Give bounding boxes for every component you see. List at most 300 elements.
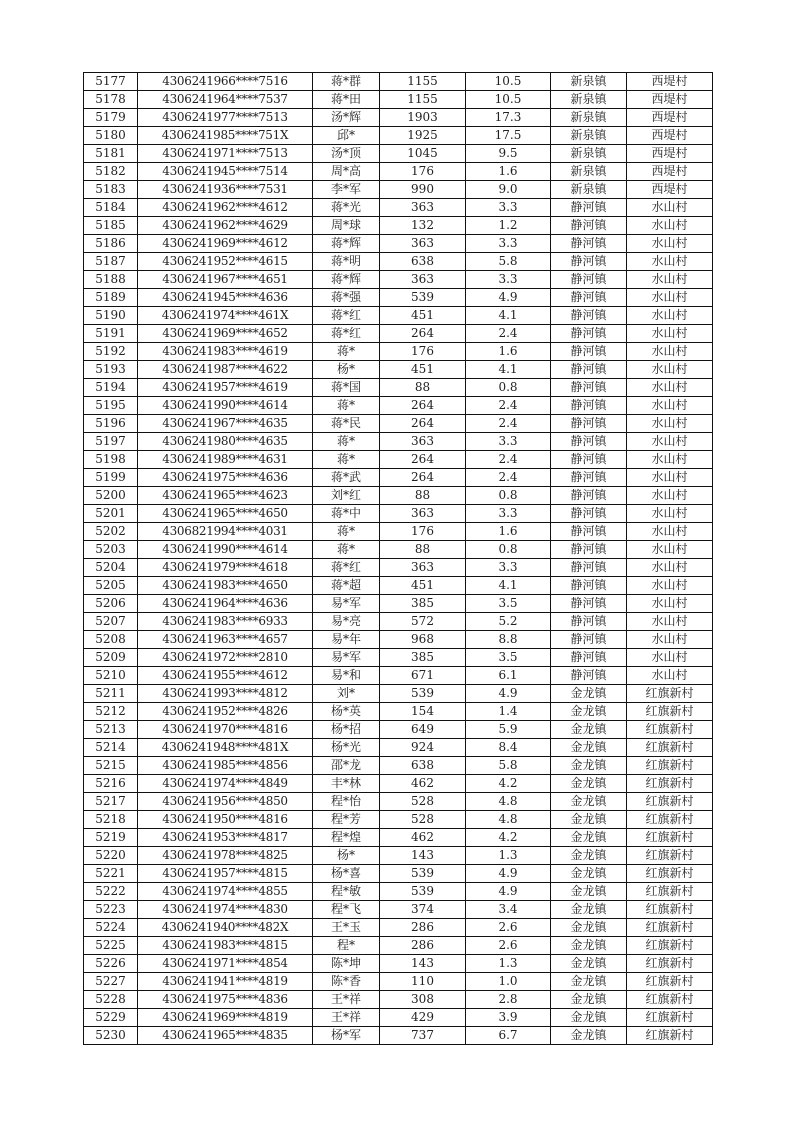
cell-id-number: 4306241950****4816 — [138, 811, 313, 829]
table-row — [84, 667, 713, 685]
cell-town: 金龙镇 — [551, 793, 627, 811]
cell-village: 水山村 — [627, 199, 713, 217]
cell-name: 程* — [313, 937, 380, 955]
table-row — [84, 469, 713, 487]
cell-area: 4.1 — [466, 307, 551, 325]
cell-name: 刘* — [313, 685, 380, 703]
cell-name: 蒋* — [313, 541, 380, 559]
cell-village: 西堤村 — [627, 145, 713, 163]
table-row — [84, 613, 713, 631]
cell-id-number: 4306241957****4619 — [138, 379, 313, 397]
cell-area: 3.3 — [466, 559, 551, 577]
cell-no: 5227 — [84, 973, 138, 991]
cell-town: 静河镇 — [551, 199, 627, 217]
cell-id-number: 4306241972****2810 — [138, 649, 313, 667]
cell-amount: 638 — [380, 757, 466, 775]
cell-no: 5193 — [84, 361, 138, 379]
cell-village: 西堤村 — [627, 181, 713, 199]
cell-town: 静河镇 — [551, 649, 627, 667]
cell-area: 1.3 — [466, 847, 551, 865]
cell-id-number: 4306241980****4635 — [138, 433, 313, 451]
cell-name: 蒋*红 — [313, 307, 380, 325]
cell-name: 蒋*民 — [313, 415, 380, 433]
cell-village: 水山村 — [627, 289, 713, 307]
cell-amount: 539 — [380, 865, 466, 883]
cell-amount: 737 — [380, 1027, 466, 1045]
cell-no: 5182 — [84, 163, 138, 181]
cell-name: 陈*香 — [313, 973, 380, 991]
cell-no: 5219 — [84, 829, 138, 847]
cell-id-number: 4306241964****4636 — [138, 595, 313, 613]
cell-area: 17.3 — [466, 109, 551, 127]
cell-town: 静河镇 — [551, 415, 627, 433]
cell-no: 5188 — [84, 271, 138, 289]
cell-village: 红旗新村 — [627, 919, 713, 937]
table-row — [84, 109, 713, 127]
cell-no: 5197 — [84, 433, 138, 451]
cell-name: 刘*红 — [313, 487, 380, 505]
cell-town: 新泉镇 — [551, 127, 627, 145]
cell-amount: 143 — [380, 955, 466, 973]
cell-village: 水山村 — [627, 325, 713, 343]
cell-area: 3.3 — [466, 433, 551, 451]
cell-no: 5225 — [84, 937, 138, 955]
cell-name: 蒋*明 — [313, 253, 380, 271]
cell-no: 5191 — [84, 325, 138, 343]
cell-village: 西堤村 — [627, 91, 713, 109]
cell-amount: 143 — [380, 847, 466, 865]
cell-town: 金龙镇 — [551, 973, 627, 991]
cell-name: 邱* — [313, 127, 380, 145]
cell-id-number: 4306241955****4612 — [138, 667, 313, 685]
cell-town: 金龙镇 — [551, 919, 627, 937]
table-row — [84, 289, 713, 307]
cell-village: 水山村 — [627, 577, 713, 595]
table-row — [84, 235, 713, 253]
cell-amount: 539 — [380, 685, 466, 703]
cell-name: 杨* — [313, 847, 380, 865]
cell-town: 静河镇 — [551, 487, 627, 505]
cell-no: 5214 — [84, 739, 138, 757]
cell-no: 5215 — [84, 757, 138, 775]
cell-name: 陈*坤 — [313, 955, 380, 973]
cell-area: 6.7 — [466, 1027, 551, 1045]
table-row — [84, 379, 713, 397]
cell-no: 5185 — [84, 217, 138, 235]
cell-area: 3.5 — [466, 649, 551, 667]
cell-amount: 88 — [380, 379, 466, 397]
cell-no: 5180 — [84, 127, 138, 145]
cell-amount: 572 — [380, 613, 466, 631]
cell-no: 5177 — [84, 73, 138, 91]
cell-amount: 1045 — [380, 145, 466, 163]
cell-name: 易*军 — [313, 649, 380, 667]
cell-no: 5181 — [84, 145, 138, 163]
cell-id-number: 4306241967****4651 — [138, 271, 313, 289]
cell-village: 红旗新村 — [627, 937, 713, 955]
cell-no: 5205 — [84, 577, 138, 595]
cell-amount: 924 — [380, 739, 466, 757]
cell-no: 5203 — [84, 541, 138, 559]
cell-amount: 88 — [380, 541, 466, 559]
cell-no: 5184 — [84, 199, 138, 217]
cell-village: 水山村 — [627, 595, 713, 613]
cell-area: 3.3 — [466, 271, 551, 289]
cell-no: 5186 — [84, 235, 138, 253]
table-row — [84, 433, 713, 451]
table-row — [84, 577, 713, 595]
cell-area: 2.4 — [466, 325, 551, 343]
cell-town: 静河镇 — [551, 613, 627, 631]
table-row — [84, 757, 713, 775]
cell-area: 4.1 — [466, 577, 551, 595]
cell-name: 丰*林 — [313, 775, 380, 793]
cell-village: 红旗新村 — [627, 865, 713, 883]
cell-no: 5212 — [84, 703, 138, 721]
cell-amount: 363 — [380, 559, 466, 577]
cell-no: 5200 — [84, 487, 138, 505]
cell-amount: 462 — [380, 775, 466, 793]
cell-village: 水山村 — [627, 505, 713, 523]
cell-no: 5196 — [84, 415, 138, 433]
cell-area: 1.6 — [466, 343, 551, 361]
cell-town: 新泉镇 — [551, 181, 627, 199]
cell-id-number: 4306241969****4652 — [138, 325, 313, 343]
cell-area: 4.8 — [466, 811, 551, 829]
cell-area: 0.8 — [466, 487, 551, 505]
cell-name: 蒋*武 — [313, 469, 380, 487]
cell-no: 5223 — [84, 901, 138, 919]
cell-id-number: 4306241979****4618 — [138, 559, 313, 577]
cell-town: 静河镇 — [551, 595, 627, 613]
table-row — [84, 811, 713, 829]
cell-amount: 671 — [380, 667, 466, 685]
cell-town: 金龙镇 — [551, 991, 627, 1009]
cell-village: 水山村 — [627, 271, 713, 289]
table-row — [84, 559, 713, 577]
cell-name: 蒋*强 — [313, 289, 380, 307]
cell-town: 静河镇 — [551, 523, 627, 541]
cell-area: 3.4 — [466, 901, 551, 919]
cell-id-number: 4306821994****4031 — [138, 523, 313, 541]
cell-id-number: 4306241945****7514 — [138, 163, 313, 181]
cell-name: 蒋*田 — [313, 91, 380, 109]
table-row — [84, 973, 713, 991]
cell-id-number: 4306241989****4631 — [138, 451, 313, 469]
cell-id-number: 4306241953****4817 — [138, 829, 313, 847]
cell-no: 5220 — [84, 847, 138, 865]
cell-town: 新泉镇 — [551, 163, 627, 181]
cell-amount: 176 — [380, 523, 466, 541]
table-row — [84, 847, 713, 865]
table-row — [84, 217, 713, 235]
table-row — [84, 145, 713, 163]
cell-village: 水山村 — [627, 397, 713, 415]
cell-town: 金龙镇 — [551, 739, 627, 757]
cell-village: 水山村 — [627, 307, 713, 325]
cell-amount: 649 — [380, 721, 466, 739]
cell-name: 汤*顶 — [313, 145, 380, 163]
table-row — [84, 541, 713, 559]
cell-amount: 154 — [380, 703, 466, 721]
cell-amount: 374 — [380, 901, 466, 919]
cell-id-number: 4306241971****7513 — [138, 145, 313, 163]
cell-village: 红旗新村 — [627, 1009, 713, 1027]
cell-area: 9.0 — [466, 181, 551, 199]
cell-village: 水山村 — [627, 379, 713, 397]
cell-area: 3.5 — [466, 595, 551, 613]
cell-id-number: 4306241962****4612 — [138, 199, 313, 217]
table-row — [84, 181, 713, 199]
cell-town: 金龙镇 — [551, 703, 627, 721]
table-row — [84, 487, 713, 505]
table-row — [84, 919, 713, 937]
cell-village: 红旗新村 — [627, 775, 713, 793]
cell-name: 蒋* — [313, 523, 380, 541]
cell-village: 水山村 — [627, 649, 713, 667]
cell-village: 红旗新村 — [627, 901, 713, 919]
cell-name: 蒋*超 — [313, 577, 380, 595]
table-row — [84, 127, 713, 145]
cell-amount: 451 — [380, 307, 466, 325]
table-row — [84, 451, 713, 469]
cell-town: 新泉镇 — [551, 145, 627, 163]
cell-name: 蒋* — [313, 451, 380, 469]
table-row — [84, 829, 713, 847]
cell-id-number: 4306241983****4650 — [138, 577, 313, 595]
table-row — [84, 937, 713, 955]
cell-id-number: 4306241957****4815 — [138, 865, 313, 883]
cell-area: 1.3 — [466, 955, 551, 973]
cell-name: 杨* — [313, 361, 380, 379]
cell-name: 王*玉 — [313, 919, 380, 937]
table-row — [84, 793, 713, 811]
cell-amount: 1155 — [380, 73, 466, 91]
cell-town: 静河镇 — [551, 343, 627, 361]
cell-village: 水山村 — [627, 541, 713, 559]
records-table — [83, 72, 713, 1045]
records-table-body — [84, 73, 713, 1045]
table-row — [84, 955, 713, 973]
cell-town: 静河镇 — [551, 541, 627, 559]
cell-area: 1.0 — [466, 973, 551, 991]
cell-name: 汤*辉 — [313, 109, 380, 127]
cell-no: 5222 — [84, 883, 138, 901]
cell-amount: 990 — [380, 181, 466, 199]
cell-name: 杨*光 — [313, 739, 380, 757]
cell-amount: 528 — [380, 793, 466, 811]
cell-amount: 429 — [380, 1009, 466, 1027]
cell-amount: 968 — [380, 631, 466, 649]
cell-village: 水山村 — [627, 343, 713, 361]
cell-town: 静河镇 — [551, 217, 627, 235]
cell-town: 金龙镇 — [551, 937, 627, 955]
cell-id-number: 4306241945****4636 — [138, 289, 313, 307]
cell-area: 1.2 — [466, 217, 551, 235]
cell-id-number: 4306241974****4830 — [138, 901, 313, 919]
cell-name: 蒋*群 — [313, 73, 380, 91]
cell-village: 红旗新村 — [627, 883, 713, 901]
cell-id-number: 4306241964****7537 — [138, 91, 313, 109]
cell-area: 17.5 — [466, 127, 551, 145]
cell-name: 王*祥 — [313, 991, 380, 1009]
cell-no: 5217 — [84, 793, 138, 811]
table-row — [84, 649, 713, 667]
table-row — [84, 415, 713, 433]
cell-town: 金龙镇 — [551, 775, 627, 793]
cell-town: 金龙镇 — [551, 685, 627, 703]
cell-area: 4.2 — [466, 775, 551, 793]
table-row — [84, 1009, 713, 1027]
cell-area: 10.5 — [466, 91, 551, 109]
cell-id-number: 4306241941****4819 — [138, 973, 313, 991]
cell-amount: 638 — [380, 253, 466, 271]
table-row — [84, 1027, 713, 1045]
cell-area: 9.5 — [466, 145, 551, 163]
cell-no: 5201 — [84, 505, 138, 523]
cell-id-number: 4306241970****4816 — [138, 721, 313, 739]
cell-town: 静河镇 — [551, 433, 627, 451]
cell-village: 水山村 — [627, 613, 713, 631]
cell-no: 5187 — [84, 253, 138, 271]
cell-town: 静河镇 — [551, 307, 627, 325]
table-row — [84, 991, 713, 1009]
cell-no: 5229 — [84, 1009, 138, 1027]
cell-amount: 264 — [380, 397, 466, 415]
cell-amount: 363 — [380, 271, 466, 289]
cell-id-number: 4306241983****4619 — [138, 343, 313, 361]
cell-amount: 264 — [380, 325, 466, 343]
cell-name: 易*和 — [313, 667, 380, 685]
cell-village: 红旗新村 — [627, 757, 713, 775]
cell-no: 5230 — [84, 1027, 138, 1045]
cell-id-number: 4306241948****481X — [138, 739, 313, 757]
cell-amount: 110 — [380, 973, 466, 991]
cell-area: 4.1 — [466, 361, 551, 379]
cell-town: 静河镇 — [551, 271, 627, 289]
cell-amount: 1925 — [380, 127, 466, 145]
table-row — [84, 865, 713, 883]
cell-name: 杨*军 — [313, 1027, 380, 1045]
cell-village: 西堤村 — [627, 163, 713, 181]
cell-id-number: 4306241952****4826 — [138, 703, 313, 721]
cell-name: 邵*龙 — [313, 757, 380, 775]
table-row — [84, 505, 713, 523]
cell-id-number: 4306241978****4825 — [138, 847, 313, 865]
cell-no: 5221 — [84, 865, 138, 883]
table-row — [84, 73, 713, 91]
cell-amount: 363 — [380, 505, 466, 523]
cell-area: 5.8 — [466, 253, 551, 271]
cell-village: 红旗新村 — [627, 811, 713, 829]
cell-town: 金龙镇 — [551, 721, 627, 739]
cell-area: 0.8 — [466, 541, 551, 559]
table-row — [84, 325, 713, 343]
cell-name: 蒋*国 — [313, 379, 380, 397]
cell-town: 新泉镇 — [551, 73, 627, 91]
cell-no: 5179 — [84, 109, 138, 127]
cell-area: 2.6 — [466, 937, 551, 955]
cell-area: 3.3 — [466, 199, 551, 217]
cell-id-number: 4306241975****4636 — [138, 469, 313, 487]
cell-id-number: 4306241967****4635 — [138, 415, 313, 433]
cell-village: 红旗新村 — [627, 955, 713, 973]
table-row — [84, 163, 713, 181]
cell-name: 蒋*辉 — [313, 271, 380, 289]
cell-amount: 539 — [380, 883, 466, 901]
cell-village: 红旗新村 — [627, 739, 713, 757]
cell-no: 5206 — [84, 595, 138, 613]
cell-amount: 264 — [380, 469, 466, 487]
table-row — [84, 721, 713, 739]
cell-no: 5224 — [84, 919, 138, 937]
cell-name: 周*球 — [313, 217, 380, 235]
cell-id-number: 4306241969****4819 — [138, 1009, 313, 1027]
cell-no: 5190 — [84, 307, 138, 325]
cell-village: 西堤村 — [627, 109, 713, 127]
cell-no: 5209 — [84, 649, 138, 667]
cell-amount: 308 — [380, 991, 466, 1009]
cell-amount: 363 — [380, 199, 466, 217]
cell-amount: 385 — [380, 649, 466, 667]
cell-id-number: 4306241974****4855 — [138, 883, 313, 901]
table-row — [84, 883, 713, 901]
cell-name: 蒋*红 — [313, 325, 380, 343]
cell-name: 杨*英 — [313, 703, 380, 721]
cell-no: 5207 — [84, 613, 138, 631]
cell-area: 2.8 — [466, 991, 551, 1009]
cell-area: 3.3 — [466, 505, 551, 523]
cell-id-number: 4306241940****482X — [138, 919, 313, 937]
cell-name: 程*煌 — [313, 829, 380, 847]
cell-town: 金龙镇 — [551, 1027, 627, 1045]
cell-area: 2.4 — [466, 451, 551, 469]
cell-id-number: 4306241965****4623 — [138, 487, 313, 505]
cell-area: 4.2 — [466, 829, 551, 847]
cell-town: 新泉镇 — [551, 91, 627, 109]
cell-area: 3.9 — [466, 1009, 551, 1027]
table-row — [84, 685, 713, 703]
cell-town: 金龙镇 — [551, 1009, 627, 1027]
cell-id-number: 4306241963****4657 — [138, 631, 313, 649]
table-row — [84, 361, 713, 379]
table-row — [84, 253, 713, 271]
cell-id-number: 4306241966****7516 — [138, 73, 313, 91]
cell-town: 静河镇 — [551, 235, 627, 253]
cell-name: 蒋*红 — [313, 559, 380, 577]
cell-no: 5216 — [84, 775, 138, 793]
cell-town: 金龙镇 — [551, 829, 627, 847]
cell-area: 4.9 — [466, 685, 551, 703]
cell-no: 5208 — [84, 631, 138, 649]
table-row — [84, 523, 713, 541]
cell-village: 水山村 — [627, 415, 713, 433]
cell-village: 红旗新村 — [627, 685, 713, 703]
cell-town: 金龙镇 — [551, 883, 627, 901]
table-row — [84, 631, 713, 649]
cell-no: 5189 — [84, 289, 138, 307]
cell-amount: 88 — [380, 487, 466, 505]
cell-village: 红旗新村 — [627, 1027, 713, 1045]
table-row — [84, 91, 713, 109]
cell-name: 程*芳 — [313, 811, 380, 829]
cell-village: 红旗新村 — [627, 847, 713, 865]
cell-no: 5204 — [84, 559, 138, 577]
cell-village: 红旗新村 — [627, 973, 713, 991]
cell-town: 金龙镇 — [551, 757, 627, 775]
cell-id-number: 4306241969****4612 — [138, 235, 313, 253]
cell-village: 水山村 — [627, 667, 713, 685]
